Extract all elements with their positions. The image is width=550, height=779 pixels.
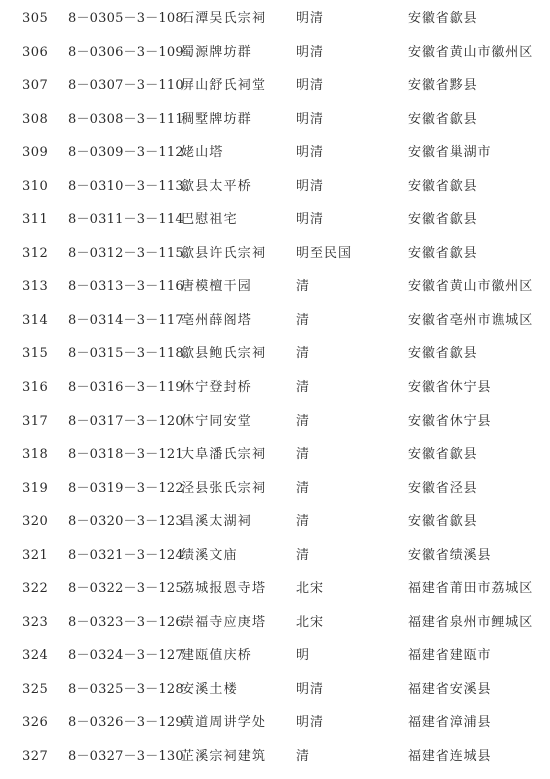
site-name: 唐模檀干园 — [181, 279, 253, 295]
table-row — [0, 706, 550, 740]
table-row — [0, 237, 550, 271]
site-location: 安徽省休宁县 — [408, 413, 492, 429]
row-number: 322 — [22, 581, 49, 597]
row-number: 325 — [22, 681, 49, 697]
site-code: 8－0321－3－124 — [68, 547, 184, 563]
site-name: 歙县太平桥 — [181, 178, 253, 194]
site-code: 8－0311－3－114 — [68, 212, 184, 228]
site-location: 安徽省巢湖市 — [408, 145, 492, 161]
site-era: 清 — [296, 346, 311, 362]
site-code: 8－0324－3－127 — [68, 648, 184, 664]
site-code: 8－0320－3－123 — [68, 514, 184, 530]
table-row — [0, 36, 550, 70]
site-location: 福建省泉州市鲤城区 — [408, 614, 534, 630]
site-code: 8－0317－3－120 — [68, 413, 184, 429]
site-code: 8－0306－3－109 — [68, 44, 184, 60]
site-era: 清 — [296, 312, 311, 328]
site-era: 明清 — [296, 11, 325, 26]
site-location: 安徽省歙县 — [408, 111, 478, 127]
site-era: 明清 — [296, 145, 325, 161]
site-location: 福建省莆田市荔城区 — [408, 581, 534, 597]
site-era: 明清 — [296, 212, 325, 228]
table-row — [0, 136, 550, 170]
row-number: 327 — [22, 749, 49, 765]
table-row — [0, 203, 550, 237]
row-number: 311 — [22, 212, 49, 228]
site-era: 明 — [296, 648, 311, 664]
table-row — [0, 69, 550, 103]
site-name: 安溪土楼 — [181, 681, 238, 697]
site-name: 休宁同安堂 — [181, 413, 253, 429]
site-location: 安徽省歙县 — [408, 178, 478, 194]
table-row — [0, 438, 550, 472]
site-name: 建瓯值庆桥 — [181, 648, 253, 664]
site-location: 安徽省绩溪县 — [408, 547, 492, 563]
table-row — [0, 170, 550, 204]
site-era: 明清 — [296, 178, 325, 194]
table-row — [0, 337, 550, 371]
site-name: 崇福寺应庚塔 — [181, 614, 267, 630]
site-name: 巴慰祖宅 — [181, 212, 238, 228]
site-location: 福建省漳浦县 — [408, 715, 492, 731]
row-number: 318 — [22, 447, 49, 463]
site-era: 明至民国 — [296, 245, 353, 261]
site-location: 安徽省黄山市徽州区 — [408, 279, 534, 295]
row-number: 307 — [22, 78, 49, 94]
site-era: 清 — [296, 279, 311, 295]
site-code: 8－0309－3－112 — [68, 145, 184, 161]
row-number: 312 — [22, 245, 49, 261]
site-era: 明清 — [296, 681, 325, 697]
table-row — [0, 539, 550, 573]
row-number: 305 — [22, 11, 49, 26]
site-code: 8－0319－3－122 — [68, 480, 184, 496]
site-code: 8－0323－3－126 — [68, 614, 184, 630]
site-name: 歙县鲍氏宗祠 — [181, 346, 267, 362]
site-code: 8－0315－3－118 — [68, 346, 184, 362]
site-name: 绩溪文庙 — [181, 547, 238, 563]
table-row — [0, 304, 550, 338]
site-location: 福建省连城县 — [408, 749, 492, 765]
table-row — [0, 405, 550, 439]
site-era: 清 — [296, 749, 311, 765]
site-location: 安徽省黄山市徽州区 — [408, 44, 534, 60]
site-code: 8－0308－3－111 — [68, 111, 184, 127]
row-number: 310 — [22, 178, 49, 194]
site-code: 8－0314－3－117 — [68, 312, 184, 328]
site-name: 休宁登封桥 — [181, 380, 253, 396]
site-code: 8－0326－3－129 — [68, 715, 184, 731]
row-number: 320 — [22, 514, 49, 530]
table-row — [0, 371, 550, 405]
row-number: 309 — [22, 145, 49, 161]
site-era: 清 — [296, 480, 311, 496]
site-era: 清 — [296, 447, 311, 463]
table-row — [0, 505, 550, 539]
site-code: 8－0318－3－121 — [68, 447, 184, 463]
site-name: 泾县张氏宗祠 — [181, 480, 267, 496]
site-location: 安徽省歙县 — [408, 447, 478, 463]
row-number: 315 — [22, 346, 49, 362]
table-row — [0, 639, 550, 673]
site-era: 北宋 — [296, 614, 325, 630]
site-era: 明清 — [296, 44, 325, 60]
site-name: 芷溪宗祠建筑 — [181, 749, 267, 765]
site-name: 石潭吴氏宗祠 — [181, 11, 267, 26]
row-number: 319 — [22, 480, 49, 496]
site-code: 8－0322－3－125 — [68, 581, 184, 597]
row-number: 306 — [22, 44, 49, 60]
site-code: 8－0327－3－130 — [68, 749, 184, 765]
table-row — [0, 606, 550, 640]
site-location: 福建省建瓯市 — [408, 648, 492, 664]
site-location: 安徽省歙县 — [408, 514, 478, 530]
row-number: 308 — [22, 111, 49, 127]
site-era: 清 — [296, 380, 311, 396]
table-row — [0, 2, 550, 36]
site-code: 8－0325－3－128 — [68, 681, 184, 697]
row-number: 313 — [22, 279, 49, 295]
site-era: 明清 — [296, 111, 325, 127]
site-era: 明清 — [296, 78, 325, 94]
site-code: 8－0312－3－115 — [68, 245, 184, 261]
site-location: 安徽省泾县 — [408, 480, 478, 496]
site-era: 清 — [296, 514, 311, 530]
site-name: 亳州薛阁塔 — [181, 312, 253, 328]
row-number: 323 — [22, 614, 49, 630]
site-location: 安徽省歙县 — [408, 11, 478, 26]
site-name: 荔城报恩寺塔 — [181, 581, 267, 597]
site-name: 昌溪太湖祠 — [181, 514, 253, 530]
table-row — [0, 472, 550, 506]
site-name: 屏山舒氏祠堂 — [181, 78, 267, 94]
site-era: 明清 — [296, 715, 325, 731]
table-row — [0, 740, 550, 774]
site-name: 黄道周讲学处 — [181, 715, 267, 731]
site-name: 稠墅牌坊群 — [181, 111, 253, 127]
site-code: 8－0316－3－119 — [68, 380, 184, 396]
row-number: 316 — [22, 380, 49, 396]
site-code: 8－0313－3－116 — [68, 279, 184, 295]
site-location: 安徽省歙县 — [408, 346, 478, 362]
site-location: 安徽省休宁县 — [408, 380, 492, 396]
row-number: 324 — [22, 648, 49, 664]
table-row — [0, 673, 550, 707]
site-name: 姥山塔 — [181, 145, 224, 161]
site-era: 清 — [296, 547, 311, 563]
site-name: 歙县许氏宗祠 — [181, 245, 267, 261]
site-era: 北宋 — [296, 581, 325, 597]
site-location: 安徽省亳州市谯城区 — [408, 312, 534, 328]
row-number: 317 — [22, 413, 49, 429]
table-row — [0, 270, 550, 304]
site-name: 大阜潘氏宗祠 — [181, 447, 267, 463]
site-location: 福建省安溪县 — [408, 681, 492, 697]
site-era: 清 — [296, 413, 311, 429]
row-number: 326 — [22, 715, 49, 731]
site-code: 8－0307－3－110 — [68, 78, 184, 94]
row-number: 314 — [22, 312, 49, 328]
site-location: 安徽省歙县 — [408, 245, 478, 261]
site-location: 安徽省歙县 — [408, 212, 478, 228]
site-name: 蜀源牌坊群 — [181, 44, 253, 60]
site-code: 8－0305－3－108 — [68, 11, 184, 26]
table-row — [0, 103, 550, 137]
table-row — [0, 572, 550, 606]
site-code: 8－0310－3－113 — [68, 178, 184, 194]
site-location: 安徽省黟县 — [408, 78, 478, 94]
row-number: 321 — [22, 547, 49, 563]
